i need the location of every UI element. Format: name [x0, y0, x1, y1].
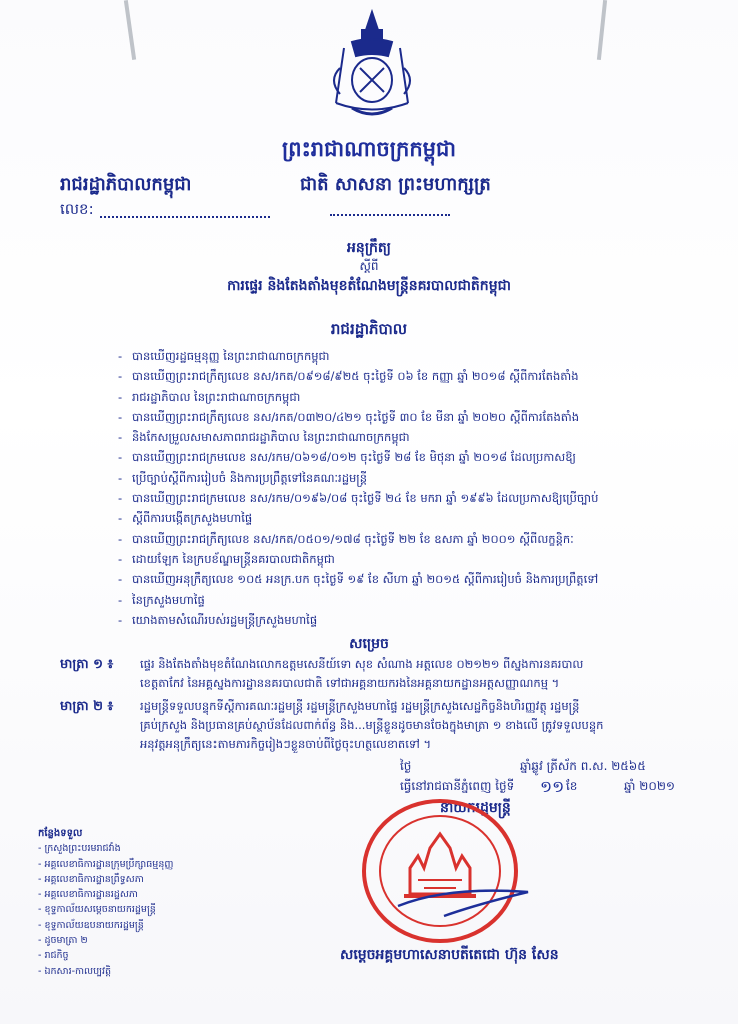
distribution-item: - អគ្គលេខាធិការដ្ឋានរដ្ឋសភា [38, 889, 138, 901]
reference-number [60, 200, 270, 222]
distribution-item: - ដូចមាត្រា ២ [38, 935, 88, 947]
distribution-item: - ខុទ្ទកាល័យឧបនាយករដ្ឋមន្ត្រី [38, 919, 144, 931]
distribution-item: - រាជកិច្ច [38, 950, 69, 962]
decision-heading: សម្រេច [349, 636, 389, 652]
distribution-item: - ឯកសារ-កាលប្បវត្តិ [38, 965, 112, 977]
kingdom-title: ព្រះរាជាណាចក្រកម្ពុជា [281, 137, 456, 161]
royal-emblem-icon [322, 8, 422, 126]
official-seal-icon [358, 796, 534, 946]
article-2-label: មាត្រា ២ ៖ [60, 699, 114, 714]
consideration-item: - បានឃើញព្រះរាជក្រឹត្យលេខ នស/រកត/០៣២០/៤២១ ចុះថ្ងៃទី ៣០ ខែ មីនា ឆ្នាំ ២០២០ ស្តីពីការតែងតាំង [118, 407, 678, 427]
motto-ornament [330, 206, 450, 216]
distribution-item: - ខុទ្ទកាល័យសម្តេចនាយករដ្ឋមន្ត្រី [38, 904, 156, 916]
issuer-heading: រាជរដ្ឋាភិបាល [330, 320, 408, 338]
binder-clip-left [124, 0, 136, 60]
distribution-item: - ក្រសួងព្រះបរមរាជវាំង [38, 843, 121, 855]
consideration-item: - បានឃើញអនុក្រឹត្យលេខ ១០៥ អនក្រ.បក ចុះថ្ងៃទី ១៩ ខែ សីហា ឆ្នាំ ២០១៥ ស្តីពីការរៀបចំ និងការប្រព្រឹត្តទៅ [118, 569, 678, 589]
reference-label: លេខ: [60, 200, 94, 218]
consideration-item: - ប្រើច្បាប់ស្តីពីការរៀបចំ និងការប្រព្រឹត្តទៅនៃគណៈរដ្ឋមន្ត្រី [118, 468, 678, 488]
distribution-header: កន្លែងទទួល [38, 828, 83, 839]
signer-name: សម្តេចអគ្គមហាសេនាបតីតេជោ ហ៊ុន សែន [340, 947, 559, 963]
consideration-item: - បានឃើញរដ្ឋធម្មនុញ្ញ នៃព្រះរាជាណាចក្រកម្ពុជា [118, 346, 678, 366]
date-day-handwritten: ១១ [540, 777, 565, 796]
consideration-item: - រាជរដ្ឋាភិបាល នៃព្រះរាជាណាចក្រកម្ពុជា [118, 387, 678, 407]
subject-label: ស្តីពី [359, 259, 379, 273]
government-header: រាជរដ្ឋាភិបាលកម្ពុជា [60, 174, 192, 195]
article-2-line: គ្រប់ក្រសួង និងប្រធានគ្រប់ស្ថាប័នដែលពាក់ព័ន្ធ និង...មន្ត្រីខ្លួនដូចមានចែងក្នុងមាត្រា ១ ខាងលើ ត្រូវទទួលបន្ទុក [140, 718, 604, 732]
date-month-label: ខែ [566, 779, 578, 793]
consideration-item: - បានឃើញព្រះរាជក្រមលេខ នស/រកម/០១៩៦/០៨ ចុះថ្ងៃទី ២៤ ខែ មករា ឆ្នាំ ១៩៩៦ ដែលប្រកាសឱ្យប្រើច្បាប់ [118, 488, 678, 508]
consideration-item: - នៃក្រសួងមហាផ្ទៃ [118, 590, 678, 610]
date-place: ធ្វើនៅរាជធានីភ្នំពេញ ថ្ងៃទី [400, 779, 515, 793]
binder-clip-right [597, 0, 607, 60]
article-1-line: ខេត្តតាកែវ នៃអគ្គស្នងការដ្ឋាននគរបាលជាតិ ទៅជាអគ្គនាយករងនៃអគ្គនាយកដ្ឋានអត្តសញ្ញាណកម្ម ។ [140, 676, 560, 690]
consideration-item: - ស្តីពីការបង្កើតក្រសួងមហាផ្ទៃ [118, 508, 678, 528]
document-subject: ការផ្ទេរ និងតែងតាំងមុខតំណែងមន្ត្រីនគរបាលជាតិកម្ពុជា [227, 278, 511, 294]
consideration-item: - បានឃើញព្រះរាជក្រឹត្យលេខ នស/រកត/០៥០១/១៧៨ ចុះថ្ងៃទី ២២ ខែ ឧសភា ឆ្នាំ ២០០១ ស្តីពីលក្ខន្តិកៈ [118, 529, 678, 549]
signer-title: នាយករដ្ឋមន្ត្រី [440, 800, 511, 816]
date-lunar-label: ថ្ងៃ [400, 759, 412, 773]
national-motto: ជាតិ សាសនា ព្រះមហាក្សត្រ [300, 174, 491, 195]
article-1-line: ផ្ទេរ និងតែងតាំងមុខតំណែងលោកឧត្តមសេនីយ៍ទោ សុខ សំណាង អត្តលេខ ០២១២១ ពីស្នងការនគរបាល [140, 657, 584, 671]
distribution-list [38, 826, 173, 979]
document-type: អនុក្រឹត្យ [347, 240, 391, 256]
reference-handwritten [100, 202, 270, 218]
consideration-item: - បានឃើញព្រះរាជក្រឹត្យលេខ នស/រកត/០៩១៨/៩២៥ ចុះថ្ងៃទី ០៦ ខែ កញ្ញា ឆ្នាំ ២០១៨ ស្តីពីការតែងតាំង [118, 366, 678, 386]
consideration-item: - ដោយឡែក នៃក្របខ័ណ្ឌមន្ត្រីនគរបាលជាតិកម្ពុជា [118, 549, 678, 569]
article-2-line: រដ្ឋមន្ត្រីទទួលបន្ទុកទីស្តីការគណៈរដ្ឋមន្ត្រី រដ្ឋមន្ត្រីក្រសួងមហាផ្ទៃ រដ្ឋមន្ត្រីក្រសួងសេដ្ឋកិច្ចនិងហិរញ្ញវត្ថុ រដ្ឋមន្ត្រី [140, 699, 580, 713]
article-1-text [140, 655, 685, 693]
article-1-label: មាត្រា ១ ៖ [60, 657, 114, 672]
date-year: ឆ្នាំ ២០២១ [624, 779, 675, 793]
article-2-line: អនុវត្តអនុក្រឹត្យនេះតាមភារកិច្ចរៀងៗខ្លួនចាប់ពីថ្ងៃចុះហត្ថលេខាតទៅ ។ [140, 737, 432, 751]
distribution-item: - អគ្គលេខាធិការដ្ឋានព្រឹទ្ធសភា [38, 873, 144, 885]
considerations-list [118, 346, 678, 630]
distribution-item: - អគ្គលេខាធិការដ្ឋានក្រុមប្រឹក្សាធម្មនុញ្ញ [38, 858, 174, 870]
article-2-text [140, 697, 685, 754]
consideration-item: - យោងតាមសំណើរបស់រដ្ឋមន្ត្រីក្រសួងមហាផ្ទៃ [118, 610, 678, 630]
consideration-item: - និងកែសម្រួលសមាសភាពរាជរដ្ឋាភិបាល នៃព្រះរាជាណាចក្រកម្ពុជា [118, 427, 678, 447]
consideration-item: - បានឃើញព្រះរាជក្រមលេខ នស/រកម/០៦១៨/០១២ ចុះថ្ងៃទី ២៨ ខែ មិថុនា ឆ្នាំ ២០១៨ ដែលប្រកាសឱ្យ [118, 447, 678, 467]
date-lunar-year: ឆ្នាំឆ្លូវ ត្រីស័ក ព.ស. ២៥៦៥ [520, 759, 646, 773]
